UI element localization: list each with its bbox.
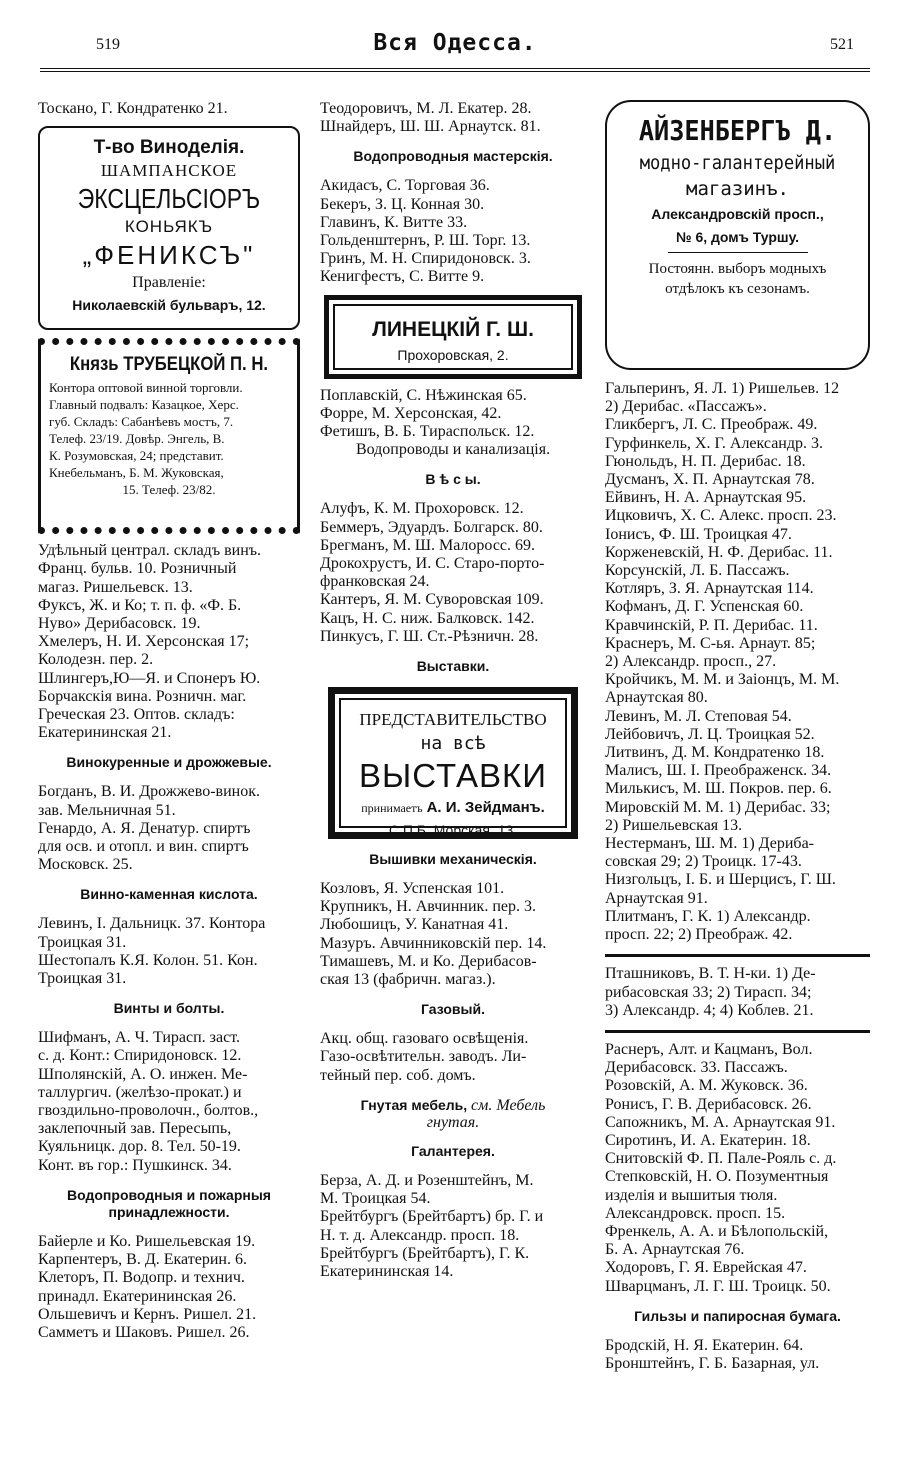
listing-entry: Шифманъ, А. Ч. Тирасп. заст.	[38, 1029, 240, 1047]
column-1	[38, 100, 300, 1464]
listing-entry: Корженевскій, Н. Ф. Дерибас. 11.	[605, 543, 833, 561]
section-heading: Винты и болты.	[113, 1000, 225, 1017]
listing-entry: Клеторъ, П. Водопр. и технич.	[38, 1269, 245, 1287]
listing-entry: 3) Александр. 4; 4) Коблев. 21.	[605, 1001, 814, 1019]
listing-entry: с. д. Конт.: Спиридоновск. 12.	[38, 1047, 242, 1065]
listing-entry: 2) Дерибас. «Пассажъ».	[605, 398, 767, 416]
running-title: Вся Одесса.	[373, 30, 537, 56]
listing-entry: Тимашевъ, М. и Ко. Дерибасов-	[320, 952, 537, 970]
listing-entry: Козловъ, Я. Успенская 101.	[320, 880, 505, 898]
listing-entry: Крупникъ, Н. Авчинник. пер. 3.	[320, 898, 536, 916]
listing-entry: Бронштейнъ, Г. Б. Базарная, ул.	[605, 1354, 820, 1372]
ad-line: Т-во Виноделія.	[93, 137, 245, 159]
listing-entry: Троицкая 31.	[38, 933, 127, 951]
cross-reference: гнутая.	[426, 1113, 480, 1131]
listing-entry: Сапожникъ, М. А. Арнаутская 91.	[605, 1113, 836, 1131]
listing-entry: Низгольцъ, І. Б. и Шерцисъ, Г. Ш.	[605, 871, 836, 889]
listing-entry: Бекеръ, З. Ц. Конная 30.	[320, 195, 485, 213]
listing-entry: Литвинъ, Д. М. Кондратенко 18.	[605, 744, 825, 762]
listing-entry: Плитманъ, Г. К. 1) Александр.	[605, 907, 811, 925]
ad-line: № 6, домъ Туршу.	[675, 229, 800, 245]
listing-entry: совская 29; 2) Троицк. 17-43.	[605, 853, 802, 871]
listing-entry: Байерле и Ко. Ришельевская 19.	[38, 1232, 256, 1250]
listing-entry: Беммеръ, Эдуардъ. Болгарск. 80.	[320, 518, 543, 536]
listing-entry: гвоздильно-проволочн., болтов.,	[38, 1102, 259, 1120]
page-number-left: 519	[96, 36, 120, 53]
ad-line: АЙЗЕНБЕРГЪ Д.	[638, 114, 837, 147]
listing-entry: Александровск. просп. 15.	[605, 1204, 786, 1222]
listing-entry: Борчакскія вина. Розничн. маг.	[38, 687, 247, 705]
listing-entry: Брейтбургъ (Брейтбартъ), Г. К.	[320, 1244, 530, 1262]
listing-entry: Бродскій, Н. Я. Екатерин. 64.	[605, 1336, 804, 1354]
listing-entry: таллургич. (желѣзо-прокат.) и	[38, 1083, 242, 1101]
listing-entry: Шварцманъ, Л. Г. Ш. Троицк. 50.	[605, 1277, 831, 1295]
listing-entry: Ходоровъ, Г. Я. Еврейская 47.	[605, 1259, 807, 1277]
ad-line: Телеф. 23/19. Довѣр. Энгель, В.	[49, 431, 225, 447]
listing-entry: Гринъ, М. Н. Спиридоновск. 3.	[320, 250, 531, 268]
listing-entry: 2) Ришельевская 13.	[605, 816, 743, 834]
listing-entry: Мазуръ. Авчинниковскій пер. 14.	[320, 934, 547, 952]
listing-entry: Кофманъ, Д. Г. Успенская 60.	[605, 598, 804, 616]
page-header	[40, 28, 870, 72]
listing-entry: Брегманъ, М. Ш. Малоросс. 69.	[320, 536, 536, 554]
listing-entry: Московск. 25.	[38, 856, 133, 874]
listing-entry: Дусманъ, Х. П. Арнаутская 78.	[605, 471, 815, 489]
listing-entry: Сиротинъ, И. А. Екатерин. 18.	[605, 1131, 811, 1149]
advertisement-zeydman	[328, 687, 578, 839]
ad-line: А. И. Зейдманъ.	[426, 799, 545, 817]
listing-entry: Ицковичъ, Х. С. Алекс. просп. 23.	[605, 507, 837, 525]
listing-entry: Екатерининская 21.	[38, 724, 172, 742]
listing-entry: Шлингеръ,Ю—Я. и Спонеръ Ю.	[38, 669, 261, 687]
ad-line: Постоянн. выборъ модныхъ	[648, 261, 827, 277]
listing-entry: Корсунскій, Л. Б. Пассажъ.	[605, 562, 790, 580]
listing-entry: Степковскій, Н. О. Позументныя	[605, 1168, 829, 1186]
listing-entry: магаз. Ришельевск. 13.	[38, 578, 193, 596]
listing-entry: Колодезн. пер. 2.	[38, 651, 154, 669]
ad-line: на всѣ	[420, 733, 486, 755]
advertisement-trubetskoy	[38, 338, 300, 534]
cross-reference: см. Мебель	[471, 1096, 546, 1114]
section-heading: Водопроводныя мастерскія.	[353, 148, 553, 165]
listing-entry: М. Троицкая 54.	[320, 1190, 431, 1208]
listing-entry: ская 13 (фабричн. магаз.).	[320, 971, 496, 989]
ad-line: ЛИНЕЦКІЙ Г. Ш.	[372, 317, 534, 341]
listing-entry: Тоскано, Г. Кондратенко 21.	[38, 100, 228, 117]
divider	[605, 954, 870, 957]
listing-entry: просп. 22; 2) Преображ. 42.	[605, 926, 793, 944]
ad-line: 15. Телеф. 23/82.	[122, 482, 216, 498]
listing-entry: Главинъ, К. Витте 33.	[320, 213, 468, 231]
listing-entry: Гольденштернъ, Р. Ш. Торг. 13.	[320, 232, 531, 250]
listing-entry: Левинъ, І. Дальницк. 37. Контора	[38, 915, 266, 933]
listing-entry: Богданъ, В. И. Дрожжево-винок.	[38, 783, 260, 801]
listing-entry: Хмелеръ, Н. И. Херсонская 17;	[38, 633, 250, 651]
ad-line: Александровскій просп.,	[651, 206, 824, 222]
ad-line: магазинъ.	[686, 178, 789, 200]
listing-entry: Кантеръ, Я. М. Суворовская 109.	[320, 591, 544, 609]
listing-entry: Мировскій М. М. 1) Дерибас. 33;	[605, 798, 831, 816]
listing-entry: для осв. и отопл. и вин. спиртъ	[38, 838, 249, 856]
ad-line: отдѣлокъ къ сезонамъ.	[665, 281, 810, 297]
listing-entry: Газо-освѣтительн. заводъ. Ли-	[320, 1048, 527, 1066]
section-heading: Вышивки механическія.	[369, 851, 537, 868]
listing-entry: Пинкусъ, Г. Ш. Ст.-Рѣзничн. 28.	[320, 627, 539, 645]
listing-entry: Кацъ, Н. С. ниж. Балковск. 142.	[320, 609, 535, 627]
listing-entry: Франц. бульв. 10. Розничный	[38, 560, 237, 578]
listing-entry: Пташниковъ, В. Т. Н-ки. 1) Де-	[605, 965, 816, 983]
listing-entry: Самметъ и Шаковъ. Ришел. 26.	[38, 1323, 250, 1341]
listing-entry: Дрокохрустъ, И. С. Старо-порто-	[320, 555, 545, 573]
listing-entry: Греческая 23. Оптов. складъ:	[38, 706, 235, 724]
listing-entry: Іонисъ, Ф. Ш. Троицкая 47.	[605, 525, 792, 543]
listing-entry: изделія и вышитыя тюля.	[605, 1186, 778, 1204]
divider	[668, 252, 808, 253]
listing-entry: Генардо, А. Я. Денатур. спиртъ	[38, 819, 251, 837]
advertisement-aizenberg	[605, 100, 870, 370]
ad-line: Правленіе:	[132, 274, 206, 292]
listing-entry: Котляръ, З. Я. Арнаутская 114.	[605, 580, 814, 598]
listing-entry: Б. А. Арнаутская 76.	[605, 1241, 745, 1259]
listing-entry: Конт. въ гор.: Пушкинск. 34.	[38, 1156, 232, 1174]
listing-entry: Любошицъ, У. Канатная 41.	[320, 916, 509, 934]
listing-entry: Гликбергъ, Л. С. Преображ. 49.	[605, 416, 818, 434]
listing-entry: Алуфъ, К. М. Прохоровск. 12.	[320, 500, 524, 518]
listing-entry: Кенигфестъ, С. Витте 9.	[320, 268, 485, 286]
listing-entry: Удѣльный централ. складъ винъ.	[38, 542, 262, 560]
section-heading	[320, 1097, 586, 1131]
listing-entry: Шполянскій, А. О. инжен. Ме-	[38, 1065, 248, 1083]
listing-entry: Теодоровичъ, М. Л. Екатер. 28.	[320, 100, 532, 117]
listing-entry: Карпентеръ, В. Д. Екатерин. 6.	[38, 1251, 247, 1269]
ad-line: Прохоровская, 2.	[397, 346, 509, 363]
listing-entry: заклепочный зав. Пересыпь,	[38, 1120, 232, 1138]
advertisement-linetsky	[324, 295, 582, 379]
listing-entry: Гальперинъ, Я. Л. 1) Ришельев. 12	[605, 380, 840, 397]
ad-line: Николаевскій бульваръ, 12.	[72, 297, 266, 314]
listing-entry: рибасовская 33; 2) Тирасп. 34;	[605, 983, 812, 1001]
ad-line: ЭКСЦЕЛЬСІОРЪ	[77, 183, 261, 215]
listing-entry: Шестопалъ К.Я. Колон. 51. Кон.	[38, 951, 258, 969]
section-heading: Галантерея.	[411, 1142, 495, 1159]
listing-entry: Арнаутская 91.	[605, 889, 708, 907]
listing-entry: Кравчинскій, Р. П. Дерибас. 11.	[605, 616, 818, 634]
listing-entry: Френкель, А. А. и Бѣлопольскій,	[605, 1222, 829, 1240]
ad-line: К. Розумовская, 24; представит.	[49, 448, 224, 464]
ad-line: ВЫСТАВКИ	[359, 757, 547, 795]
listing-entry: Гурфинкель, Х. Г. Александр. 3.	[605, 434, 824, 452]
listing-entry: Поплавскій, С. Нѣжинская 65.	[320, 386, 527, 404]
divider	[605, 1030, 870, 1033]
listing-entry: Арнаутская 80.	[605, 689, 708, 707]
section-heading: Водопроводныя и пожарныя принадлежности.	[67, 1186, 271, 1220]
section-heading: Гильзы и папиросная бумага.	[634, 1307, 841, 1324]
section-heading: Винокуренные и дрожжевые.	[66, 754, 272, 771]
ad-line: КОНЬЯКЪ	[124, 217, 214, 237]
listing-entry: Фетишъ, В. Б. Тираспольск. 12.	[320, 423, 535, 441]
listing-entry: Дерибасовск. 33. Пассажъ.	[605, 1059, 788, 1077]
listing-entry: Малисъ, Ш. І. Преображенск. 34.	[605, 762, 832, 780]
ad-line: ШАМПАНСКОЕ	[100, 161, 238, 181]
ad-line: ПРЕДСТАВИТЕЛЬСТВО	[359, 710, 547, 730]
listing-entry: Шнайдеръ, Ш. Ш. Арнаутск. 81.	[320, 118, 541, 136]
ad-line: принимаетъ	[361, 801, 423, 816]
page-number-right: 521	[830, 36, 854, 53]
listing-entry: франковская 24.	[320, 573, 430, 591]
ad-line: Контора оптовой винной торговли.	[49, 380, 243, 396]
column-3	[605, 100, 870, 1464]
listing-entry: Нестерманъ, Ш. М. 1) Дериба-	[605, 835, 814, 853]
listing-entry: Екатерининская 14.	[320, 1262, 454, 1280]
listing-entry: Акидасъ, С. Торговая 36.	[320, 177, 490, 195]
listing-entry: Лейбовичъ, Л. Ц. Троицкая 52.	[605, 725, 815, 743]
listing-entry: Берза, А. Д. и Розенштейнъ, М.	[320, 1171, 534, 1189]
ad-line: Князь ТРУБЕЦКОЙ П. Н.	[69, 354, 269, 376]
section-heading-main: Гнутая мебель,	[360, 1096, 468, 1113]
listing-entry: Нуво» Дерибасовск. 19.	[38, 615, 201, 633]
listing-entry: зав. Мельничная 51.	[38, 801, 176, 819]
listing-entry: Кройчикъ, М. М. и Заіонцъ, М. М.	[605, 671, 840, 689]
ad-line: модно-галантерейный	[639, 152, 836, 174]
listing-entry: Снитовскій Ф. П. Пале-Рояль с. д.	[605, 1150, 837, 1168]
listing-entry: Ейвинъ, Н. А. Арнаутская 95.	[605, 489, 807, 507]
section-heading: Газовый.	[421, 1001, 485, 1018]
listing-entry: Куяльницк. дор. 8. Тел. 50-19.	[38, 1138, 241, 1156]
ad-line: Главный подвалъ: Казацкое, Херс.	[49, 397, 239, 413]
ad-line: „ФЕНИКСЪ"	[82, 240, 256, 271]
column-2	[320, 100, 586, 1464]
listing-entry: принадл. Екатерининская 26.	[38, 1287, 237, 1305]
ad-line: С.П.Б. Морская, 13.	[388, 822, 518, 839]
advertisement-vinodelie	[38, 126, 300, 330]
section-heading: Выставки.	[416, 658, 490, 675]
listing-entry: Краснеръ, М. С-ья. Арнаут. 85;	[605, 634, 816, 652]
listing-entry: тейный пер. соб. домъ.	[320, 1066, 476, 1084]
listing-entry: Милькисъ, М. Ш. Покров. пер. 6.	[605, 780, 832, 798]
ad-line: Кнебельманъ, Б. М. Жуковская,	[49, 465, 224, 481]
section-heading: Винно-каменная кислота.	[80, 886, 258, 903]
section-heading: В ѣ с ы.	[425, 471, 481, 488]
listing-entry: Троицкая 31.	[38, 970, 127, 988]
listing-entry: Акц. общ. газоваго освѣщенія.	[320, 1030, 529, 1048]
listing-entry: Ольшевичъ и Кернъ. Ришел. 21.	[38, 1305, 257, 1323]
listing-entry: Ронисъ, Г. В. Дерибасовск. 26.	[605, 1095, 812, 1113]
listing-entry: Фуксъ, Ж. и Ко; т. п. ф. «Ф. Б.	[38, 596, 242, 614]
listing-entry: Форре, М. Херсонская, 42.	[320, 404, 502, 422]
listing-entry: Н. т. д. Александр. просп. 18.	[320, 1226, 520, 1244]
listing-entry: Левинъ, М. Л. Степовая 54.	[605, 707, 792, 725]
listing-entry: Раснеръ, Алт. и Кацманъ, Вол.	[605, 1040, 813, 1058]
listing-entry: 2) Александр. просп., 27.	[605, 653, 777, 671]
listing-entry: Гюнольдъ, Н. П. Дерибас. 18.	[605, 452, 806, 470]
ad-line: губ. Складъ: Сабанѣевъ мостъ, 7.	[49, 414, 234, 430]
listing-entry: Розовскій, А. М. Жуковск. 36.	[605, 1077, 808, 1095]
listing-entry: Водопроводы и канализація.	[355, 441, 551, 459]
listing-entry: Брейтбургъ (Брейтбартъ) бр. Г. и	[320, 1208, 544, 1226]
